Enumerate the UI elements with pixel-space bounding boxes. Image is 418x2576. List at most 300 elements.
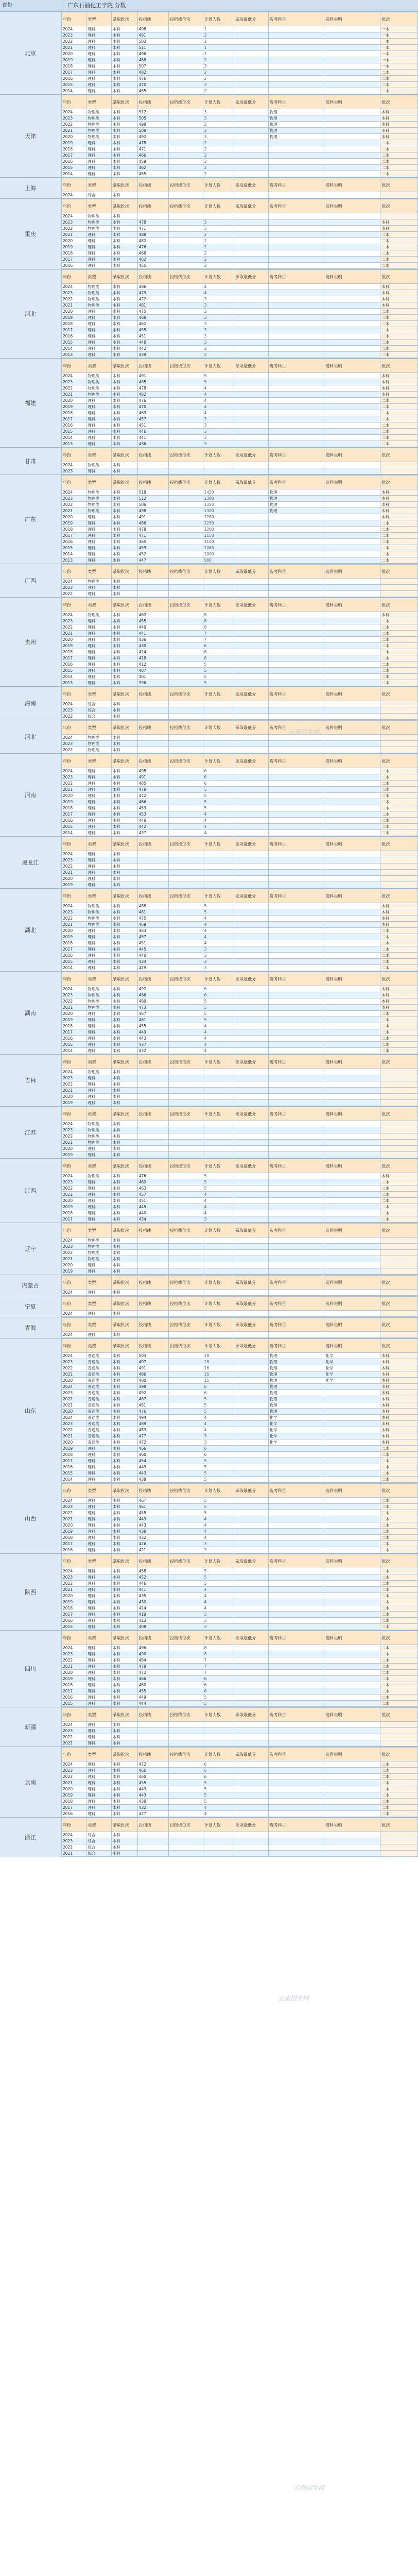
table-cell: 理科 [86, 327, 111, 333]
table-cell [169, 680, 203, 686]
table-cell: 本科 [111, 1011, 137, 1017]
table-cell: 16 [203, 1371, 234, 1378]
table-cell: 2023 [62, 1390, 86, 1396]
table-cell [169, 1216, 203, 1223]
table-cell [234, 1568, 269, 1574]
province-block [0, 448, 418, 475]
table-cell [169, 959, 203, 965]
column-header: 批次 [380, 598, 418, 612]
province-name: 浙江 [0, 1818, 61, 1857]
table-row [62, 410, 418, 416]
table-cell [137, 741, 168, 747]
table-cell: 二本 [380, 1210, 418, 1216]
table-cell [268, 830, 324, 836]
table-cell [234, 533, 269, 539]
table-cell: 本科 [111, 928, 137, 934]
table-cell: 5 [203, 903, 234, 909]
table-cell: 3 [203, 302, 234, 309]
table-cell: 442 [137, 824, 168, 830]
table-cell [380, 591, 418, 597]
table-cell: 2022 [62, 1734, 86, 1740]
table-cell [169, 1011, 203, 1017]
table-cell: 1000 [203, 551, 234, 557]
table-cell [203, 1728, 234, 1734]
table-cell: 本科 [111, 1396, 137, 1402]
table-row [62, 429, 418, 435]
table-cell: 理科 [86, 1216, 111, 1223]
column-header: 录取最低分 [234, 721, 269, 735]
table-cell [169, 213, 203, 219]
table-cell: 2017 [62, 1688, 86, 1694]
table-cell [268, 1844, 324, 1851]
table-cell [268, 1529, 324, 1535]
table-cell: 440 [137, 953, 168, 959]
table-cell: 理科 [86, 468, 111, 474]
column-header: 类型 [86, 1484, 111, 1498]
table-cell [234, 1682, 269, 1688]
column-header: 计划人数 [203, 1107, 234, 1121]
table-cell: 413 [137, 1618, 168, 1624]
column-header: 选考科目 [268, 1107, 324, 1121]
table-cell: 本科 [111, 321, 137, 327]
table-cell: 3 [203, 63, 234, 70]
table-cell [324, 333, 380, 340]
column-header: 录取最低分 [234, 1159, 269, 1173]
table-cell: 理科 [86, 851, 111, 857]
table-cell: 2021 [62, 1780, 86, 1786]
table-cell: 488 [137, 903, 168, 909]
table-cell: 5 [203, 1799, 234, 1805]
table-cell [234, 818, 269, 824]
table-cell: 2022 [62, 1185, 86, 1192]
table-cell: 理科 [86, 585, 111, 591]
province-name: 四川 [0, 1631, 61, 1707]
table-cell: 2023 [62, 1359, 86, 1365]
table-cell [234, 922, 269, 928]
table-cell: 二本 [380, 1017, 418, 1023]
table-cell [234, 232, 269, 238]
table-cell: 二本 [380, 1216, 418, 1223]
column-header: 录取批次 [111, 359, 137, 373]
column-header: 批次 [380, 1159, 418, 1173]
column-header: 投档线位次 [169, 1748, 203, 1761]
column-header: 年份 [62, 1484, 86, 1498]
table-cell [324, 1734, 380, 1740]
table-cell: 462 [137, 165, 168, 171]
table-cell: 478 [137, 787, 168, 793]
table-cell [324, 1042, 380, 1048]
table-cell [169, 851, 203, 857]
table-cell: 理科 [86, 824, 111, 830]
table-cell [169, 1645, 203, 1651]
table-cell: 本科 [380, 1433, 418, 1439]
table-cell: 二本 [380, 1645, 418, 1651]
table-cell [234, 799, 269, 805]
table-cell: 本科 [111, 799, 137, 805]
table-cell [324, 876, 380, 882]
table-row [62, 1811, 418, 1817]
table-row [62, 1851, 418, 1857]
table-cell: 449 [137, 1029, 168, 1036]
column-header: 录取批次 [111, 972, 137, 986]
province-score-table [61, 889, 418, 971]
table-cell [137, 747, 168, 753]
table-cell [137, 1268, 168, 1275]
table-cell: 理科 [86, 165, 111, 171]
table-cell: 二本 [380, 340, 418, 346]
table-cell [234, 1048, 269, 1054]
table-cell [324, 290, 380, 296]
table-cell [324, 1121, 380, 1127]
table-cell [234, 1792, 269, 1799]
table-cell: 5 [203, 680, 234, 686]
table-cell: 2014 [62, 965, 86, 971]
column-header: 选考科目 [268, 476, 324, 489]
province-score-table [61, 178, 418, 198]
table-cell: 2020 [62, 398, 86, 404]
table-cell: 本科 [380, 1353, 418, 1359]
table-cell [234, 992, 269, 998]
table-cell: 6 [203, 986, 234, 992]
table-cell: 理科 [86, 140, 111, 146]
table-cell: 2015 [62, 429, 86, 435]
table-cell: 3 [203, 296, 234, 302]
table-cell [234, 263, 269, 269]
table-cell: 512 [137, 496, 168, 502]
table-cell [268, 1446, 324, 1452]
province-name: 北京 [0, 12, 61, 94]
table-cell [324, 1100, 380, 1106]
table-cell [234, 373, 269, 379]
table-cell [268, 1761, 324, 1768]
table-cell: 4 [203, 1599, 234, 1605]
table-cell [234, 1133, 269, 1140]
table-cell: 4 [203, 1516, 234, 1522]
table-cell: 496 [137, 51, 168, 57]
table-cell: 本科 [380, 1005, 418, 1011]
table-cell [234, 392, 269, 398]
table-cell [169, 398, 203, 404]
table-cell: 459 [137, 805, 168, 811]
table-cell: 本科 [111, 1216, 137, 1223]
column-header: 年份 [62, 1224, 86, 1238]
table-cell: 本科 [111, 1541, 137, 1547]
column-header: 选科说明 [324, 889, 380, 903]
table-row [62, 404, 418, 410]
table-cell: 理科 [86, 830, 111, 836]
table-row [62, 1378, 418, 1384]
table-row [62, 649, 418, 655]
table-cell: 15 [203, 1378, 234, 1384]
table-cell [234, 1477, 269, 1483]
table-cell: 二本 [380, 818, 418, 824]
table-cell [169, 1421, 203, 1427]
table-cell [234, 82, 269, 88]
table-cell [169, 662, 203, 668]
table-cell [137, 1728, 168, 1734]
table-cell: 4 [203, 404, 234, 410]
table-cell: 二本 [380, 533, 418, 539]
table-cell: 本科 [380, 392, 418, 398]
table-cell: 2 [203, 263, 234, 269]
table-row [62, 165, 418, 171]
table-cell: 本科 [111, 1605, 137, 1612]
table-cell: 二本 [380, 171, 418, 177]
table-row [62, 1439, 418, 1446]
table-cell: 2017 [62, 533, 86, 539]
table-cell [169, 1121, 203, 1127]
table-cell: 本科 [111, 1516, 137, 1522]
table-cell [234, 986, 269, 992]
table-cell: 理科 [86, 57, 111, 63]
table-cell [169, 1618, 203, 1624]
table-cell: 本科 [111, 533, 137, 539]
table-cell [380, 882, 418, 888]
table-cell: 物理类 [86, 1133, 111, 1140]
table-cell [324, 146, 380, 152]
table-cell [169, 1651, 203, 1657]
table-cell: 普通类 [86, 1409, 111, 1415]
table-cell [234, 1581, 269, 1587]
table-cell: 二本 [380, 1780, 418, 1786]
table-cell: 二本 [380, 618, 418, 624]
table-cell [203, 1140, 234, 1146]
table-row [62, 741, 418, 747]
table-cell: 2016 [62, 1036, 86, 1042]
table-row [62, 903, 418, 909]
table-cell: 2013 [62, 441, 86, 447]
table-cell: 本科 [111, 863, 137, 870]
table-cell: 482 [137, 70, 168, 76]
table-cell: 4 [203, 1587, 234, 1593]
table-cell [169, 1133, 203, 1140]
table-cell [169, 373, 203, 379]
table-cell: 5 [203, 787, 234, 793]
table-cell [234, 1396, 269, 1402]
table-cell: 本科 [111, 1838, 137, 1844]
table-cell [137, 735, 168, 741]
column-header: 录取最低分 [234, 1818, 269, 1832]
table-cell [324, 1805, 380, 1811]
table-row [62, 1100, 418, 1106]
table-cell: 本科 [111, 1192, 137, 1198]
table-cell [324, 1390, 380, 1396]
table-cell [234, 321, 269, 327]
table-cell: 本科 [111, 1359, 137, 1365]
table-cell [169, 321, 203, 327]
table-cell: 本科 [111, 63, 137, 70]
table-cell: 本科 [111, 1844, 137, 1851]
table-cell: 本科 [111, 539, 137, 545]
table-cell: 483 [137, 1427, 168, 1433]
table-header-row [62, 476, 418, 489]
table-cell: 本科 [111, 159, 137, 165]
table-cell [324, 373, 380, 379]
table-row [62, 551, 418, 557]
table-cell [324, 1088, 380, 1094]
table-cell [169, 714, 203, 720]
table-cell: 2017 [62, 1541, 86, 1547]
table-cell: 综合 [86, 1844, 111, 1851]
table-cell [169, 392, 203, 398]
table-cell: 498 [137, 26, 168, 32]
table-cell [234, 1036, 269, 1042]
table-row [62, 1204, 418, 1210]
table-cell: 2021 [62, 1256, 86, 1262]
table-cell: 2021 [62, 1664, 86, 1670]
table-cell [268, 1612, 324, 1618]
column-header: 选科说明 [324, 199, 380, 213]
table-cell: 473 [137, 1005, 168, 1011]
table-cell [234, 1011, 269, 1017]
table-cell: 460 [137, 1774, 168, 1780]
table-row [62, 1268, 418, 1275]
table-cell [324, 1587, 380, 1593]
table-header-row [62, 1318, 418, 1332]
table-cell [268, 1498, 324, 1504]
table-cell [324, 392, 380, 398]
table-cell: 492 [137, 1390, 168, 1396]
table-cell: 2014 [62, 674, 86, 680]
table-cell [234, 57, 269, 63]
table-cell: 本科 [111, 502, 137, 508]
column-header: 计划人数 [203, 1055, 234, 1069]
table-cell [268, 1832, 324, 1838]
column-header: 录取批次 [111, 1484, 137, 1498]
table-cell [324, 1477, 380, 1483]
table-cell [268, 192, 324, 198]
table-cell: 2020 [62, 1409, 86, 1415]
table-row [62, 1353, 418, 1359]
table-cell: 本科 [111, 624, 137, 631]
table-cell [234, 1192, 269, 1198]
column-header: 投档线 [137, 1748, 168, 1761]
table-cell [324, 263, 380, 269]
table-row [62, 539, 418, 545]
table-cell [169, 296, 203, 302]
table-cell [169, 57, 203, 63]
table-cell: 2014 [62, 88, 86, 94]
table-cell: 二本 [380, 1587, 418, 1593]
table-cell [324, 1029, 380, 1036]
table-cell [234, 1722, 269, 1728]
table-cell: 441 [137, 1587, 168, 1593]
table-cell: 理科 [86, 805, 111, 811]
column-header: 投档线 [137, 199, 168, 213]
table-cell: 理科 [86, 514, 111, 520]
table-cell: 6 [203, 1676, 234, 1682]
table-cell: 3 [203, 959, 234, 965]
column-header: 批次 [380, 1107, 418, 1121]
table-cell: 485 [137, 781, 168, 787]
table-row [62, 1238, 418, 1244]
column-header: 选考科目 [268, 178, 324, 192]
table-cell: 478 [137, 527, 168, 533]
column-header: 批次 [380, 448, 418, 462]
table-cell: 物理 [268, 115, 324, 122]
table-cell: 本科 [111, 429, 137, 435]
table-cell: 本科 [111, 922, 137, 928]
table-row [62, 508, 418, 514]
table-cell: 506 [137, 502, 168, 508]
table-cell: 物理类 [86, 392, 111, 398]
table-cell: 2014 [62, 1048, 86, 1054]
table-cell: 二本 [380, 539, 418, 545]
table-cell: 物理类 [86, 489, 111, 496]
table-cell: 理科 [86, 1568, 111, 1574]
table-cell: 物理 [268, 502, 324, 508]
table-cell [380, 1140, 418, 1146]
table-cell: 二本 [380, 1535, 418, 1541]
table-header-row [62, 565, 418, 579]
table-cell: 2 [203, 346, 234, 352]
table-cell [169, 655, 203, 662]
table-cell [234, 1838, 269, 1844]
table-cell: 物理类 [86, 922, 111, 928]
table-cell [137, 1088, 168, 1094]
table-cell: 2022 [62, 1396, 86, 1402]
table-cell: 6 [203, 649, 234, 655]
table-cell: 4 [203, 1048, 234, 1054]
table-cell [234, 674, 269, 680]
column-header: 录取批次 [111, 598, 137, 612]
table-cell [234, 1805, 269, 1811]
table-cell [169, 1446, 203, 1452]
table-cell [268, 1268, 324, 1275]
table-cell [380, 1250, 418, 1256]
table-row [62, 1127, 418, 1133]
table-cell [324, 1510, 380, 1516]
table-cell: 理科 [86, 674, 111, 680]
table-cell: 本科 [111, 1250, 137, 1256]
table-cell [324, 1768, 380, 1774]
table-cell [169, 1152, 203, 1158]
table-row [62, 851, 418, 857]
table-cell [137, 851, 168, 857]
table-cell [268, 146, 324, 152]
table-cell [234, 1290, 269, 1296]
table-cell [169, 51, 203, 57]
table-cell: 理科 [86, 340, 111, 346]
table-cell: 理科 [86, 232, 111, 238]
table-cell [324, 1396, 380, 1402]
table-cell [234, 1664, 269, 1670]
table-cell: 本科 [111, 146, 137, 152]
table-cell: 401 [137, 674, 168, 680]
table-cell [169, 863, 203, 870]
table-row [62, 1244, 418, 1250]
table-cell [268, 435, 324, 441]
table-cell [203, 1081, 234, 1088]
table-row [62, 1786, 418, 1792]
table-cell [169, 309, 203, 315]
table-cell [234, 612, 269, 618]
table-cell: 本科 [111, 1581, 137, 1587]
table-cell: 5 [203, 1510, 234, 1516]
table-cell: 二本 [380, 1701, 418, 1707]
table-cell: 443 [137, 1470, 168, 1477]
column-header: 录取最低分 [234, 565, 269, 579]
table-cell: 理科 [86, 787, 111, 793]
table-cell: 4 [203, 1605, 234, 1612]
table-cell: 本科 [380, 489, 418, 496]
column-header: 年份 [62, 270, 86, 284]
table-cell: 1 [203, 39, 234, 45]
table-cell: 本科 [111, 1036, 137, 1042]
table-cell: 5 [203, 1402, 234, 1409]
table-cell: 本科 [111, 1682, 137, 1688]
table-cell: 476 [137, 398, 168, 404]
